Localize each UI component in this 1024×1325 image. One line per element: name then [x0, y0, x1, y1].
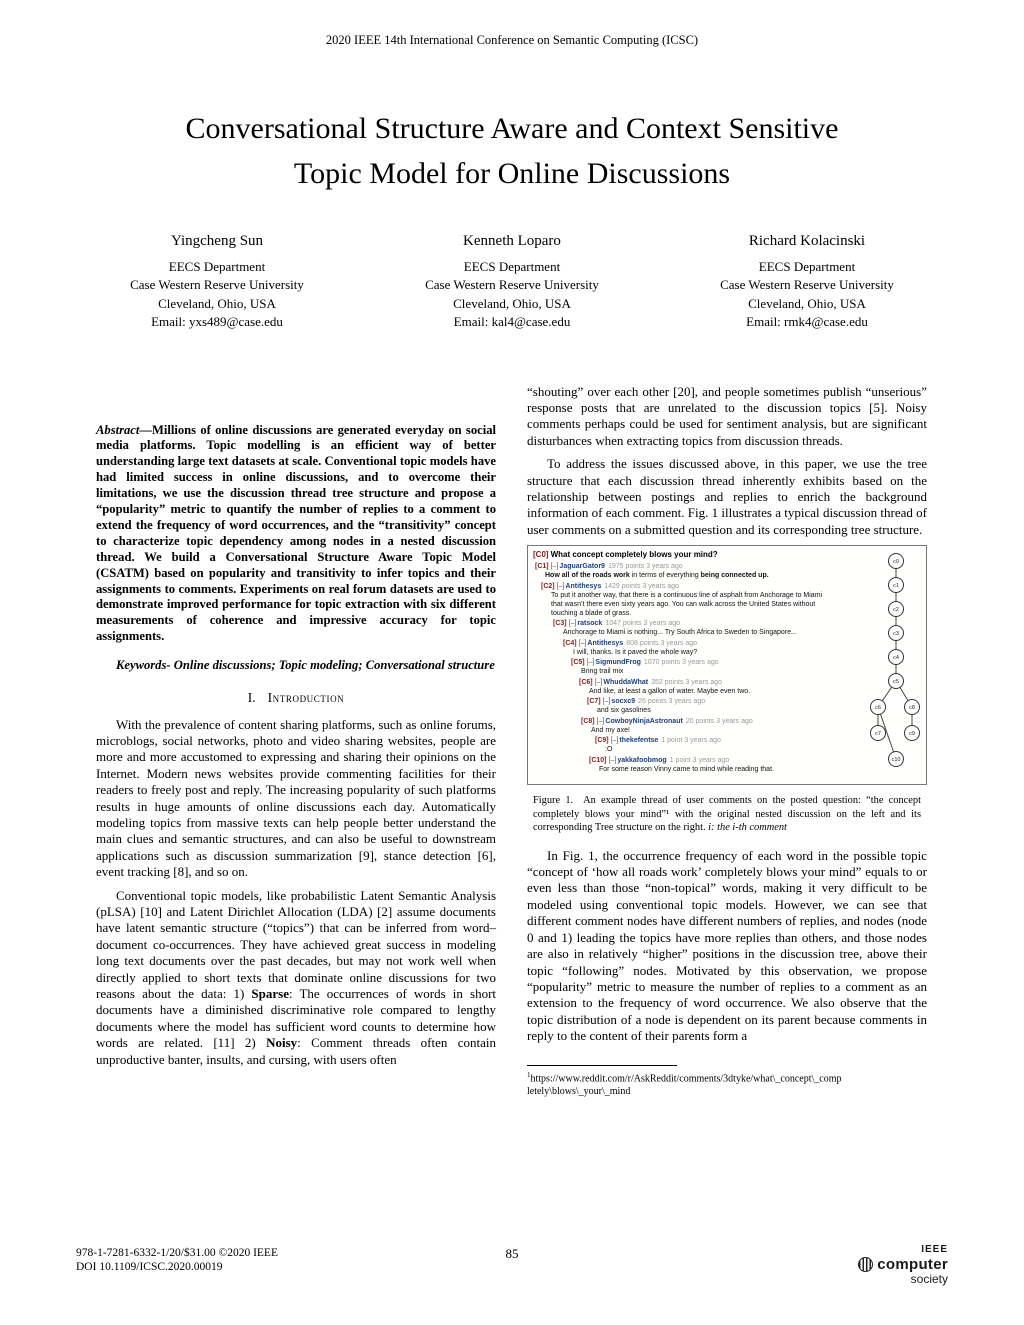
thread-comment-c10 — [589, 756, 832, 774]
right-column — [527, 384, 927, 1098]
page-number: 85 — [505, 1246, 519, 1261]
comment-id: [C10] — [589, 756, 607, 764]
abstract — [96, 423, 496, 646]
section-title: Introduction — [267, 690, 345, 706]
keywords — [96, 658, 496, 674]
tree-node-label: c0 — [893, 559, 899, 566]
comment-header — [571, 658, 832, 667]
keywords-label: Keywords- — [116, 658, 171, 673]
username: JaguarGator9 — [559, 563, 605, 571]
comment-meta: 808 points 3 years ago — [626, 639, 698, 647]
figure-tag: Figure 1. — [533, 795, 574, 807]
username: CowboyNinjaAstronaut — [605, 717, 683, 725]
author-univ: Case Western Reserve University — [425, 277, 599, 292]
comment-id: [C4] — [563, 639, 577, 647]
footnote-marker: 1 — [527, 1070, 531, 1079]
comment-body — [545, 571, 832, 580]
comment-meta: 1429 points 3 years ago — [604, 582, 679, 590]
author-email: Email: rmk4@case.edu — [746, 314, 868, 329]
copyright-line: 978-1-7281-6332-1/20/$31.00 ©2020 IEEE — [76, 1247, 278, 1259]
author-dept: EECS Department — [168, 258, 266, 274]
comment-id: [C8] — [581, 717, 595, 725]
author-name: Kenneth Loparo — [463, 233, 561, 249]
comment-id: [C0] — [533, 550, 549, 560]
collapse-toggle: [–] — [550, 563, 559, 571]
comment-body: :O — [605, 746, 613, 754]
collapse-toggle: [–] — [602, 698, 611, 706]
author-1 — [70, 232, 365, 332]
username: ratsock — [577, 620, 603, 628]
author-dept: EECS Department — [758, 258, 856, 274]
comment-meta: 1047 points 3 years ago — [605, 620, 681, 628]
footnote — [527, 1065, 927, 1098]
author-univ: Case Western Reserve University — [130, 277, 304, 292]
author-univ: Case Western Reserve University — [720, 277, 894, 292]
comment-meta: 1 point 3 years ago — [669, 756, 730, 764]
cs-emblem-icon — [858, 1257, 873, 1272]
abstract-text: —Millions of online discussions are generated everyday on social media platforms. Topic modelling is an efficient way of better understanding large text datasets at scale. Conventional topic models have had limited success in online discussions, and to overcome their limitations, we use the discussion thread tree structure and propose a “popularity” metric to quantify the number of replies to a comment to extend the frequency of word occurrences, and the “transitivity” concept to characterize topic dependency among nodes in a nested discussion thread. We build a Conversational Structure Aware Topic Model (CSATM) based on popularity and transitivity to infer topics and their assignments to comments. Experiments on real forum datasets are used to demonstrate improved performance for topic extraction with six different measurements of coherence and impressive accuracy for topic assignments. — [96, 422, 496, 644]
comment-header — [587, 697, 832, 706]
author-city: Cleveland, Ohio, USA — [748, 295, 866, 311]
author-city: Cleveland, Ohio, USA — [158, 295, 276, 311]
comment-meta: 1975 points 3 years ago — [607, 563, 683, 571]
comment-header — [563, 639, 832, 648]
abstract-label: Abstract — [96, 422, 140, 437]
author-2 — [365, 232, 660, 332]
comment-meta: 352 points 3 years ago — [651, 678, 722, 686]
collapse-toggle: [–] — [608, 756, 617, 764]
comment-meta: 1 point 3 years ago — [661, 737, 721, 745]
intro-paragraph-2 — [96, 888, 496, 1068]
logo-society-text: society — [910, 1272, 948, 1286]
thread-comment-c8 — [581, 717, 832, 735]
footnote-rule — [527, 1065, 677, 1066]
figure-caption-note: i: the i-th comment — [708, 822, 787, 834]
comment-body: Bring trail mix — [581, 668, 624, 676]
comment-id: [C9] — [595, 737, 609, 745]
right-paragraph-2: To address the issues discussed above, in this paper, we use the tree structure that each discussion thread inherently exhibits based on the relationship between postings and replies to enrich the background information of each comment. Fig. 1 illustrates a typical discussion thread of user comments on a submitted question and its corresponding tree structure. — [527, 456, 927, 537]
question-text: What concept completely blows your mind? — [550, 550, 718, 560]
section-number: I. — [247, 690, 256, 706]
right-paragraph-1: “shouting” over each other [20], and people sometimes publish “unserious” response posts that are unrelated to the discussion topics [5]. Noisy comments perhaps could be used for sentiment analysis, but are significant disturbances when extracting topics from discussion threads. — [527, 383, 927, 448]
username: Antithesys — [565, 582, 602, 590]
comment-meta: 26 points 3 years ago — [638, 698, 706, 706]
username: WhuddaWhat — [603, 678, 649, 686]
p2-seg2: : The occurrences of words in short documents have a diminished discriminative role compared to lengthy documents where the model has sufficient word counts to determine how words are related. [11] 2) — [96, 986, 497, 1051]
doi-line: DOI 10.1109/ICSC.2020.00019 — [76, 1261, 223, 1273]
comment-body: For some reason Vinny came to mind while reading that. — [599, 765, 774, 773]
comment-header — [595, 736, 832, 745]
comment-header — [581, 717, 832, 726]
comment-meta: 20 points 3 years ago — [685, 717, 753, 725]
ieee-computer-society-logo — [858, 1244, 948, 1286]
tree-node-label: c6 — [875, 705, 881, 712]
comment-id: [C2] — [541, 582, 555, 590]
p2-seg3: : Comment threads often contain unproductive banter, insults, and cursing, with users often — [96, 1035, 496, 1067]
comment-body: And my axe! — [591, 726, 630, 734]
thread-comment-c3 — [553, 619, 832, 637]
comment-id: [C3] — [553, 620, 567, 628]
thread-comment-c5 — [571, 658, 832, 676]
author-3 — [660, 232, 955, 332]
p2-seg1: Conventional topic models, like probabilistic Latent Semantic Analysis (pLSA) [10] and Latent Dirichlet Allocation (LDA) [2] assume documents have latent semantic structure (“topics”) that can be inferred from word–document co-occurrences. They have achieved great success in modeling long text documents over the past decades, but may not work well when directly applied to short texts that dominate online discussions for two reasons about the data: 1) — [96, 887, 496, 1001]
collapse-toggle: [–] — [586, 659, 595, 667]
tree-node-label: c4 — [893, 655, 899, 662]
collapse-toggle: [–] — [596, 717, 605, 725]
term-noisy: Noisy — [266, 1035, 298, 1051]
two-column-body — [96, 384, 928, 1098]
intro-paragraph-1: With the prevalence of content sharing platforms, such as online forums, microblogs, social networks, photo and video sharing websites, people are more and more accustomed to expressing and sharing their opinions on the Internet. Modern news websites provide commenting facilities for their readers to freely post and reply. The increasing popularity of such platforms results in huge amounts of online discussions each day. Automatically modeling topics from massive texts can help people better understand the main clues and semantic structures, and can also be useful to downstream applications such as discussion summarization [9], stance detection [6], event tracking [8], and so on. — [96, 716, 496, 880]
authors-row — [0, 232, 1024, 332]
footnote-link[interactable]: https://www.reddit.com/r/AskReddit/comments/3dtyke/what\_concept\_comp letely\blows\_your\_mind — [527, 1072, 842, 1097]
conference-header: 2020 IEEE 14th International Conference on Semantic Computing (ICSC) — [325, 33, 699, 47]
comment-header — [535, 562, 832, 571]
comment-body: To put it another way, that there is a continuous line of asphalt from Anchorage to Miami that wasn’t there even sixty years ago. You can walk across the United States without touching a blade of grass. — [551, 591, 823, 617]
paper-title: Conversational Structure Aware and Context Sensitive Topic Model for Online Discussions — [185, 112, 839, 190]
collapse-toggle: [–] — [578, 639, 587, 647]
comment-id: [C5] — [571, 659, 585, 667]
tree-node-label: c3 — [893, 631, 899, 638]
thread-comment-c0 — [533, 550, 832, 559]
tree-node-label: c1 — [893, 583, 899, 590]
thread-comment-c6 — [579, 678, 832, 696]
logo-computer-text: computer — [877, 1256, 948, 1273]
collapse-toggle: [–] — [568, 620, 577, 628]
tree-node-label: c5 — [893, 679, 899, 686]
comment-id: [C7] — [587, 698, 601, 706]
tree-diagram — [834, 549, 926, 777]
tree-node-label: c8 — [909, 705, 915, 712]
comment-id: [C1] — [535, 563, 549, 571]
username: thekefentse — [619, 737, 659, 745]
comment-header — [541, 582, 832, 591]
term-sparse: Sparse — [251, 986, 289, 1001]
collapse-toggle: [–] — [610, 737, 619, 745]
collapse-toggle: [–] — [594, 678, 603, 686]
footnote-text — [527, 1069, 927, 1098]
figure-1-caption — [533, 794, 921, 835]
ieee-wordmark: IEEE — [921, 1244, 948, 1255]
page-footer — [76, 1244, 948, 1304]
reddit-thread — [528, 546, 834, 784]
author-email: Email: kal4@case.edu — [453, 314, 571, 329]
tree-node-label: c7 — [875, 731, 881, 738]
thread-comment-c1 — [535, 562, 832, 580]
body-bold-2: being connected up. — [700, 572, 769, 580]
comment-body: I will, thanks. Is it paved the whole way? — [573, 648, 698, 656]
figure-1 — [527, 545, 927, 785]
comment-meta: 1070 points 3 years ago — [643, 659, 719, 667]
comment-header — [589, 756, 832, 765]
thread-comment-c7 — [587, 697, 832, 715]
tree-node-label: c2 — [893, 607, 899, 614]
author-dept: EECS Department — [463, 258, 561, 274]
section-heading-introduction — [96, 690, 496, 706]
author-name: Richard Kolacinski — [748, 233, 866, 249]
tree-node-label: c10 — [891, 757, 901, 764]
comment-body: And like, at least a gallon of water. Maybe even two. — [589, 687, 751, 695]
copyright-block — [76, 1246, 278, 1274]
right-paragraph-3: In Fig. 1, the occurrence frequency of each word in the possible topic “concept of ‘how all roads work’ completely blows your mind” equals to or even less than those “non-topical” words, making it very difficult to be modeled using conventional topic models. However, we can see that different comment nodes have different numbers of replies, and nodes (node 0 and 1) leading the topics have more replies than others, and those nodes are also in relatively “higher” positions in the discussion tree, above their topic “following” nodes. Motivated by this observation, we propose “popularity” metric to measure the number of replies to a comment as an extension to the frequency of word occurrence. We also observe that the topic distribution of a node is dependent on its parent because comments in reply to the content of their parents form a — [527, 847, 927, 1044]
comment-header — [553, 619, 832, 628]
username: yakkafoobmog — [617, 756, 667, 764]
thread-comment-c9 — [595, 736, 832, 754]
tree-structure — [834, 546, 926, 784]
body-normal: in terms of everything — [629, 572, 701, 580]
tree-node-label: c9 — [909, 731, 915, 738]
comment-body: and six gasolines — [597, 707, 651, 715]
left-column — [96, 384, 496, 1098]
username: SigmundFrog — [595, 659, 641, 667]
figure-caption-text: An example thread of user comments on the posted question: “the concept completely blows your mind”¹ with the original nested discussion on the left and its corresponding Tree structure on the right. — [533, 795, 921, 834]
thread-comment-c4 — [563, 639, 832, 657]
comment-body: Anchorage to Miami is nothing... Try South Africa to Sweden to Singapore... — [563, 629, 797, 637]
collapse-toggle: [–] — [556, 582, 565, 590]
comment-header — [579, 678, 832, 687]
username: Antithesys — [587, 639, 624, 647]
author-email: Email: yxs489@case.edu — [151, 314, 283, 329]
body-bold-1: How all of the roads work — [545, 572, 630, 580]
author-name: Yingcheng Sun — [170, 233, 264, 249]
username: socxc9 — [611, 698, 636, 706]
author-city: Cleveland, Ohio, USA — [453, 295, 571, 311]
comment-id: [C6] — [579, 678, 593, 686]
thread-comment-c2 — [541, 582, 832, 618]
keywords-text: Online discussions; Topic modeling; Conversational structure — [170, 658, 495, 673]
